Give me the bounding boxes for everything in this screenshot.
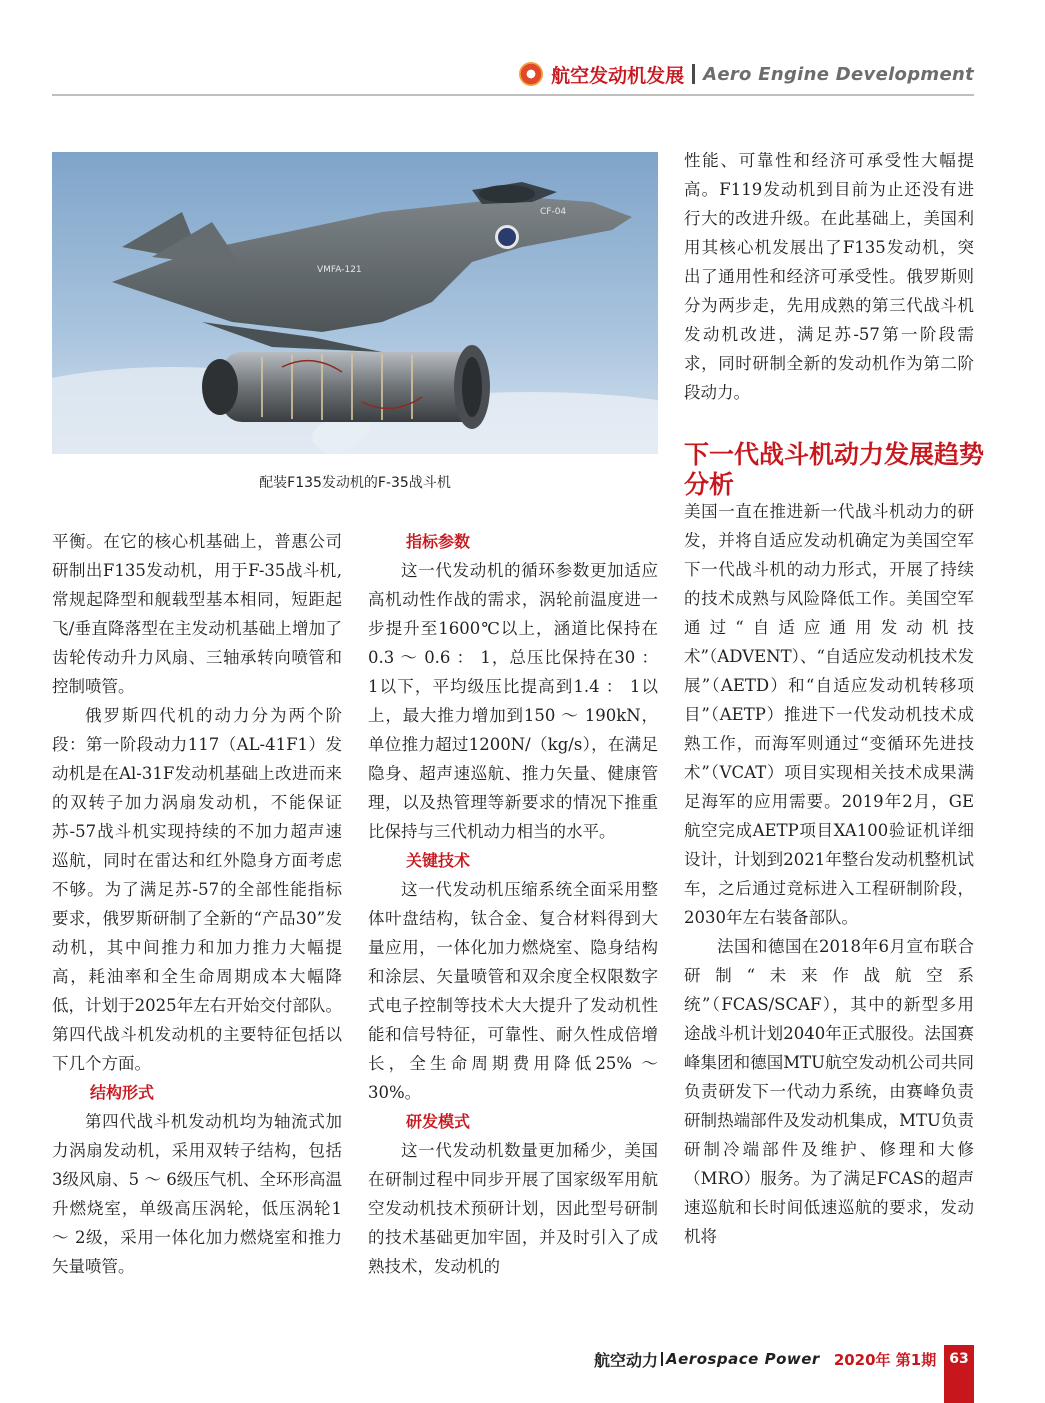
aircraft-marking-1: VMFA-121 — [317, 265, 362, 275]
subheading-key-technology: 关键技术 — [406, 851, 471, 870]
footer-journal-en: Aerospace Power — [666, 1350, 820, 1368]
column-1 — [52, 527, 342, 1281]
header-rule — [52, 94, 974, 96]
footer-issue: 2020年 第1期 — [833, 1350, 937, 1369]
col2-paragraph-3: 这一代发动机数量更加稀少，美国在研制过程中同步开展了国家级军用航空发动机技术预研计划，因此型号研制的技术基础更加牢固，并及时引入了成熟技术，发动机的 — [368, 1141, 658, 1276]
header-brand — [519, 60, 974, 88]
column-2 — [368, 527, 658, 1281]
section-title: 下一代战斗机动力发展趋势分析 — [684, 440, 985, 499]
aircraft-marking-2: CF-04 — [540, 207, 567, 217]
col1-paragraph-3: 第四代战斗机发动机均为轴流式加力涡扇发动机，采用双转子结构，包括3级风扇、5 ～ 6级压气机、全环形高温升燃烧室，单级高压涡轮，低压涡轮1 ～ 2级，采用一体化加力燃烧室和推力矢量喷管。 — [52, 1112, 342, 1276]
page-footer — [594, 1348, 936, 1370]
col2-paragraph-1: 这一代发动机的循环参数更加适应高机动性作战的需求，涡轮前温度进一步提升至1600℃以上，涵道比保持在0.3 ～ 0.6 ： 1，总压比保持在30 ： 1以下，平均级压比提高到1.4 ： 1以上，最大推力增加到150 ～ 190kN，单位推力超过1200N/（kg/s），在满足隐身、超声速巡航、推力矢量、健康管理，以及热管理等新要求的情况下推重比保持与三代机动力相当的水平。 — [368, 561, 658, 841]
col2-paragraph-2: 这一代发动机压缩系统全面采用整体叶盘结构，钛合金、复合材料得到大量应用，一体化加力燃烧室、隐身结构和涂层、矢量喷管和双余度全权限数字式电子控制等技术大大提升了发动机性能和信号特征，可靠性、耐久性成倍增长，全生命周期费用降低25% ～ 30%。 — [368, 880, 658, 1102]
page-header — [52, 60, 974, 96]
col3-paragraph-2: 美国一直在推进新一代战斗机动力的研发，并将自适应发动机确定为美国空军下一代战斗机的动力形式，开展了持续的技术成熟与风险降低工作。美国空军通过“自适应通用发动机技术”（ADVENT）、“自适应发动机技术发展”（AETD）和“自适应发动机转移项目”（AETP）推进下一代发动机技术成熟工作，而海军则通过“变循环先进技术”（VCAT）项目实现相关技术成果满足海军的应用需要。2019年2月，GE航空完成AETP项目XA100验证机详细设计，计划到2021年整台发动机整机试车，之后通过竞标进入工程研制阶段，2030年左右装备部队。 — [684, 502, 974, 927]
col1-paragraph-1: 平衡。在它的核心机基础上，普惠公司研制出F135发动机，用于F-35战斗机,常规起降型和舰载型基本相同，短距起飞/垂直降落型在主发动机基础上增加了齿轮传动升力风扇、三轴承转向喷管和控制喷管。 — [52, 532, 342, 696]
column-3-bottom — [684, 497, 974, 1251]
col3-paragraph-3: 法国和德国在2018年6月宣布联合研制“未来作战航空系统”（FCAS/SCAF），其中的新型多用途战斗机计划2040年正式服役。法国赛峰集团和德国MTU航空发动机公司共同负责研发下一代动力系统，由赛峰负责研制热端部件及发动机集成，MTU负责研制冷端部件及维护、修理和大修（MRO）服务。为了满足FCAS的超声速巡航和长时间低速巡航的要求，发动机将 — [684, 937, 974, 1246]
footer-journal-cn: 航空动力 — [594, 1350, 659, 1370]
figure-caption: 配装F135发动机的F-35战斗机 — [259, 475, 451, 491]
subheading-development-mode: 研发模式 — [406, 1112, 471, 1131]
subheading-structure: 结构形式 — [90, 1083, 155, 1102]
column-3-top — [684, 146, 974, 407]
col3-paragraph-1: 性能、可靠性和经济可承受性大幅提高。F119发动机到目前为止还没有进行大的改进升级。在此基础上，美国利用其核心机发展出了F135发动机，突出了通用性和经济可承受性。俄罗斯则分为两步走，先用成熟的第三代战斗机发动机改进，满足苏-57第一阶段需求，同时研制全新的发动机作为第二阶段动力。 — [684, 151, 974, 402]
subheading-parameters: 指标参数 — [406, 532, 471, 551]
header-divider — [692, 64, 695, 84]
header-title-cn: 航空发动机发展 — [551, 64, 685, 87]
aircraft-engine-photo — [52, 152, 658, 454]
header-title-en: Aero Engine Development — [703, 63, 974, 85]
footer-divider — [661, 1352, 663, 1366]
page-number: 63 — [944, 1345, 974, 1403]
journal-logo-icon — [519, 62, 543, 86]
col1-paragraph-2: 俄罗斯四代机的动力分为两个阶段：第一阶段动力117（AL-41F1）发动机是在Al-31F发动机基础上改进而来的双转子加力涡扇发动机，不能保证苏-57战斗机实现持续的不加力超声速巡航，同时在雷达和红外隐身方面考虑不够。为了满足苏-57的全部性能指标要求，俄罗斯研制了全新的“产品30”发动机，其中间推力和加力推力大幅提高，耗油率和全生命周期成本大幅降低，计划于2025年左右开始交付部队。第四代战斗机发动机的主要特征包括以下几个方面。 — [52, 706, 342, 1073]
